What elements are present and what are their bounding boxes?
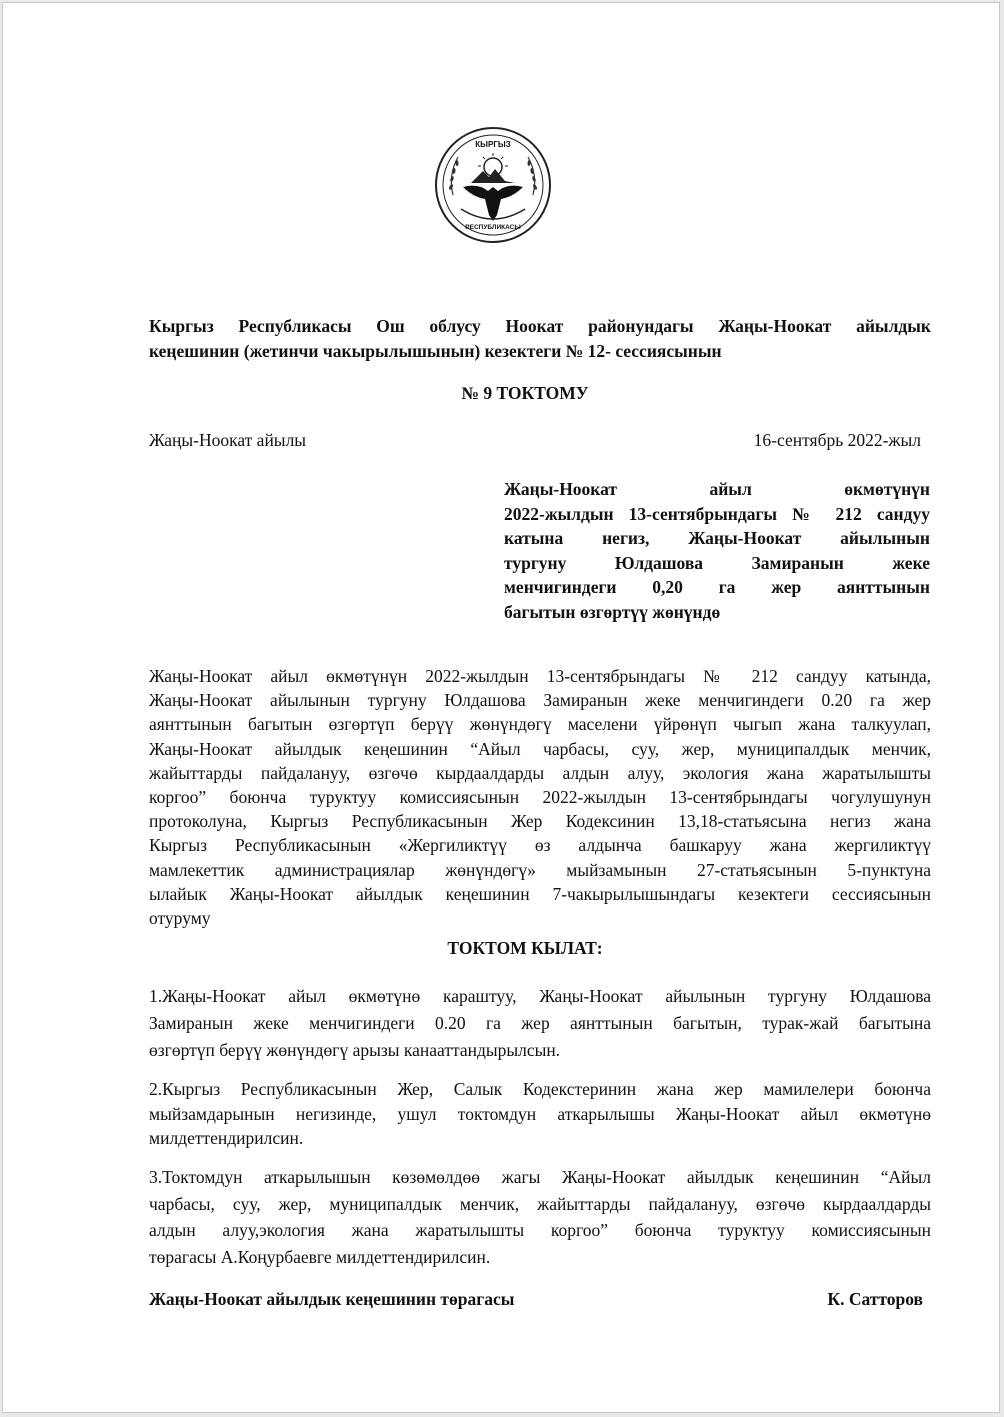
preamble-line: Жаңы-Ноокат айылдык кеңешинин “Айыл чарбасы, суу, жер, муниципалдык менчик, <box>149 738 931 759</box>
subject-line: тургуну Юлдашова Замиранын жеке <box>504 552 930 573</box>
preamble-paragraph <box>149 664 931 930</box>
emblem-bottom-text: РЕСПУБЛИКАСЫ <box>465 224 521 231</box>
preamble-line: коргоо” боюнча туруктуу комиссиясынын 2022-жылдын 13-сентябрындагы чогулушунун <box>149 787 931 808</box>
point-line: мыйзамдарынын негизинде, ушул токтомдун аткарылышы Жаңы-Ноокат айыл өкмөтүнө <box>149 1103 931 1124</box>
preamble-line: аянттынын багытын өзгөртүп берүү жөнүндөгү маселени үйрөнүп чыгып жана талкуулап, <box>149 714 931 735</box>
emblem-top-text: КЫРГЫЗ <box>475 140 511 149</box>
decree-subject <box>504 477 930 624</box>
subject-line: багытын өзгөртүү жөнүндө <box>504 601 721 622</box>
document-page <box>2 2 1000 1413</box>
subject-line: 2022-жылдын 13-сентябрындагы № 212 сандуу <box>504 503 930 524</box>
point-line: 3.Токтомдун аткарылышын көзөмөлдөө жагы Жаңы-Ноокат айылдык кеңешинин “Айыл <box>149 1167 931 1187</box>
decree-point-1 <box>149 983 931 1064</box>
preamble-line: Кыргыз Республикасынын «Жергиликтүү өз алдынча башкаруу жана жергиликтүү <box>149 835 931 856</box>
date-label: 16-сентябрь 2022-жыл <box>753 430 921 450</box>
kyrgyz-emblem-icon <box>433 125 553 245</box>
decree-title: ТОКТОМ КЫЛАТ: <box>447 938 603 958</box>
document-heading <box>149 314 931 364</box>
subject-line: катына негиз, Жаңы-Ноокат айылынын <box>504 528 930 548</box>
point-line: милдеттендирилсин. <box>149 1128 304 1148</box>
point-line: өзгөртүп берүү жөнүндөгү арызы канааттандырылсын. <box>149 1040 561 1060</box>
preamble-line: жайыттарды пайдалануу, өзгөчө кырдаалдарды алдын алуу, экология жана жаратылышты <box>149 762 931 783</box>
point-line: Замиранын жеке менчигиндеги 0.20 га жер аянттынын багытын, турак-жай багытына <box>149 1013 931 1033</box>
signature-position: Жаңы-Ноокат айылдык кеңешинин төрагасы <box>149 1289 515 1309</box>
point-line: алдын алуу,экология жана жаратылышты коргоо” боюнча туруктуу комиссиясынын <box>149 1220 931 1240</box>
point-line: төрагасы А.Коңурбаевге милдеттендирилсин. <box>149 1246 491 1267</box>
preamble-line: Жаңы-Ноокат айыл өкмөтүнүн 2022-жылдын 13-сентябрындагы № 212 сандуу катында, <box>149 666 931 686</box>
signature-name: К. Сатторов <box>827 1289 923 1309</box>
decree-point-3 <box>149 1164 931 1270</box>
point-line: чарбасы, суу, жер, муниципалдык менчик, жайыттарды пайдалануу, өзгөчө кырдаалдарды <box>149 1193 931 1214</box>
subject-line: менчигиндеги 0,20 га жер аянттынын <box>504 577 930 597</box>
heading-line: кеңешинин (жетинчи чакырылышынын) кезектеги № 12- сессиясынын <box>149 341 722 361</box>
preamble-line: Жаңы-Ноокат айылынын тургуну Юлдашова Замиранын жеке менчигиндеги 0.20 га жер <box>149 690 931 711</box>
preamble-line: мамлекеттик администрациялар жөнүндөгү» мыйзамынын 27-статьясынын 5-пунктуна <box>149 859 931 880</box>
point-line: 2.Кыргыз Республикасынын Жер, Салык Кодекстеринин жана жер мамилелери боюнча <box>149 1079 931 1099</box>
place-label: Жаңы-Ноокат айылы <box>149 430 307 450</box>
heading-line: Кыргыз Республикасы Ош облусу Ноокат районундагы Жаңы-Ноокат айылдык <box>149 316 931 336</box>
preamble-line: отуруму <box>149 908 211 929</box>
decree-point-2 <box>149 1077 931 1151</box>
decree-number-title: № 9 ТОКТОМУ <box>461 383 589 403</box>
subject-line: Жаңы-Ноокат айыл өкмөтүнүн <box>504 479 930 499</box>
preamble-line: протоколуна, Кыргыз Республикасынын Жер Кодексинин 13,18-статьясына негиз жана <box>149 811 931 832</box>
point-line: 1.Жаңы-Ноокат айыл өкмөтүнө караштуу, Жаңы-Ноокат айылынын тургуну Юлдашова <box>149 986 931 1006</box>
preamble-line: ылайык Жаңы-Ноокат айылдык кеңешинин 7-чакырылышындагы кезектеги сессиясынын <box>149 883 931 904</box>
